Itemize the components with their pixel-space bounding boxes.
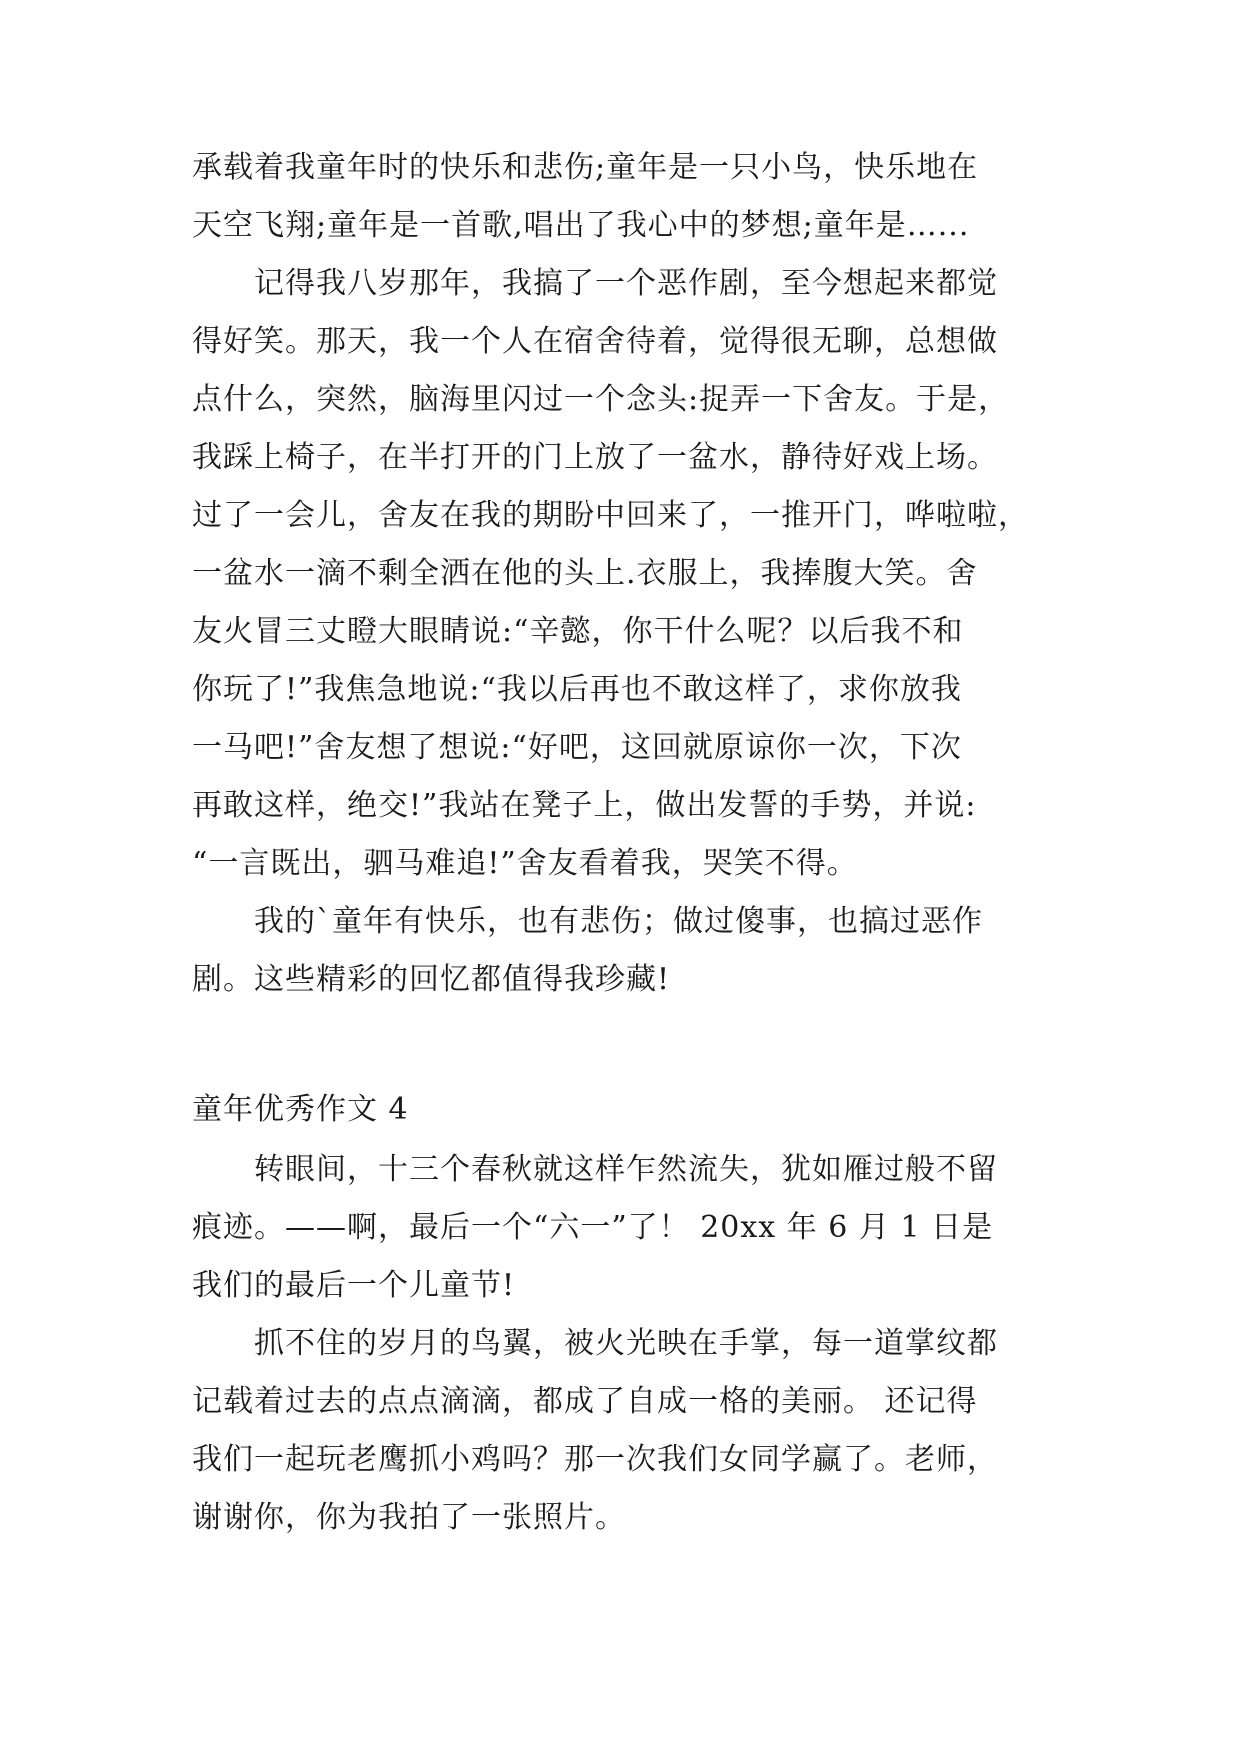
text-line: “一言既出，驷马难追!”舍友看着我，哭笑不得。	[192, 846, 858, 881]
text-line: 友火冒三丈瞪大眼睛说:“辛懿，你干什么呢？以后我不和	[192, 614, 964, 649]
text-line: 一盆水一滴不剩全洒在他的头上.衣服上，我捧腹大笑。舍	[192, 556, 978, 591]
text-line: 我们的最后一个儿童节!	[192, 1268, 516, 1303]
text-line: 天空飞翔;童年是一首歌,唱出了我心中的梦想;童年是…...	[192, 208, 970, 243]
text-line: 我们一起玩老鹰抓小鸡吗？那一次我们女同学赢了。老师，	[192, 1442, 998, 1477]
text-line: 点什么，突然，脑海里闪过一个念头:捉弄一下舍友。于是，	[192, 382, 1010, 417]
text-line: 记载着过去的点点滴滴，都成了自成一格的美丽。 还记得	[192, 1384, 978, 1419]
text-line: 承载着我童年时的快乐和悲伤;童年是一只小鸟，快乐地在	[192, 150, 979, 185]
text-line: 过了一会儿，舍友在我的期盼中回来了，一推开门，哗啦啦，	[192, 498, 1029, 533]
text-line: 我的`童年有快乐，也有悲伤；做过傻事，也搞过恶作	[192, 904, 983, 939]
text-line: 再敢这样，绝交!”我站在凳子上，做出发誓的手势，并说:	[192, 788, 977, 823]
text-line: 你玩了!”我焦急地说:“我以后再也不敢这样了，求你放我	[192, 672, 962, 707]
text-line: 剧。这些精彩的回忆都值得我珍藏!	[192, 962, 671, 997]
text-line: 痕迹。——啊，最后一个“六一”了！ 20xx 年 6 月 1 日是	[192, 1210, 994, 1245]
section-heading: 童年优秀作文 4	[192, 1092, 409, 1127]
text-line: 转眼间，十三个春秋就这样乍然流失，犹如雁过般不留	[192, 1152, 998, 1187]
text-line: 谢谢你，你为我拍了一张照片。	[192, 1500, 626, 1535]
text-line: 我踩上椅子，在半打开的门上放了一盆水，静待好戏上场。	[192, 440, 998, 475]
text-line: 抓不住的岁月的鸟翼，被火光映在手掌，每一道掌纹都	[192, 1326, 998, 1361]
text-line: 一马吧!”舍友想了想说:“好吧，这回就原谅你一次，下次	[192, 730, 962, 765]
text-line: 记得我八岁那年，我搞了一个恶作剧，至今想起来都觉	[192, 266, 998, 301]
text-line: 得好笑。那天，我一个人在宿舍待着，觉得很无聊，总想做	[192, 324, 998, 359]
